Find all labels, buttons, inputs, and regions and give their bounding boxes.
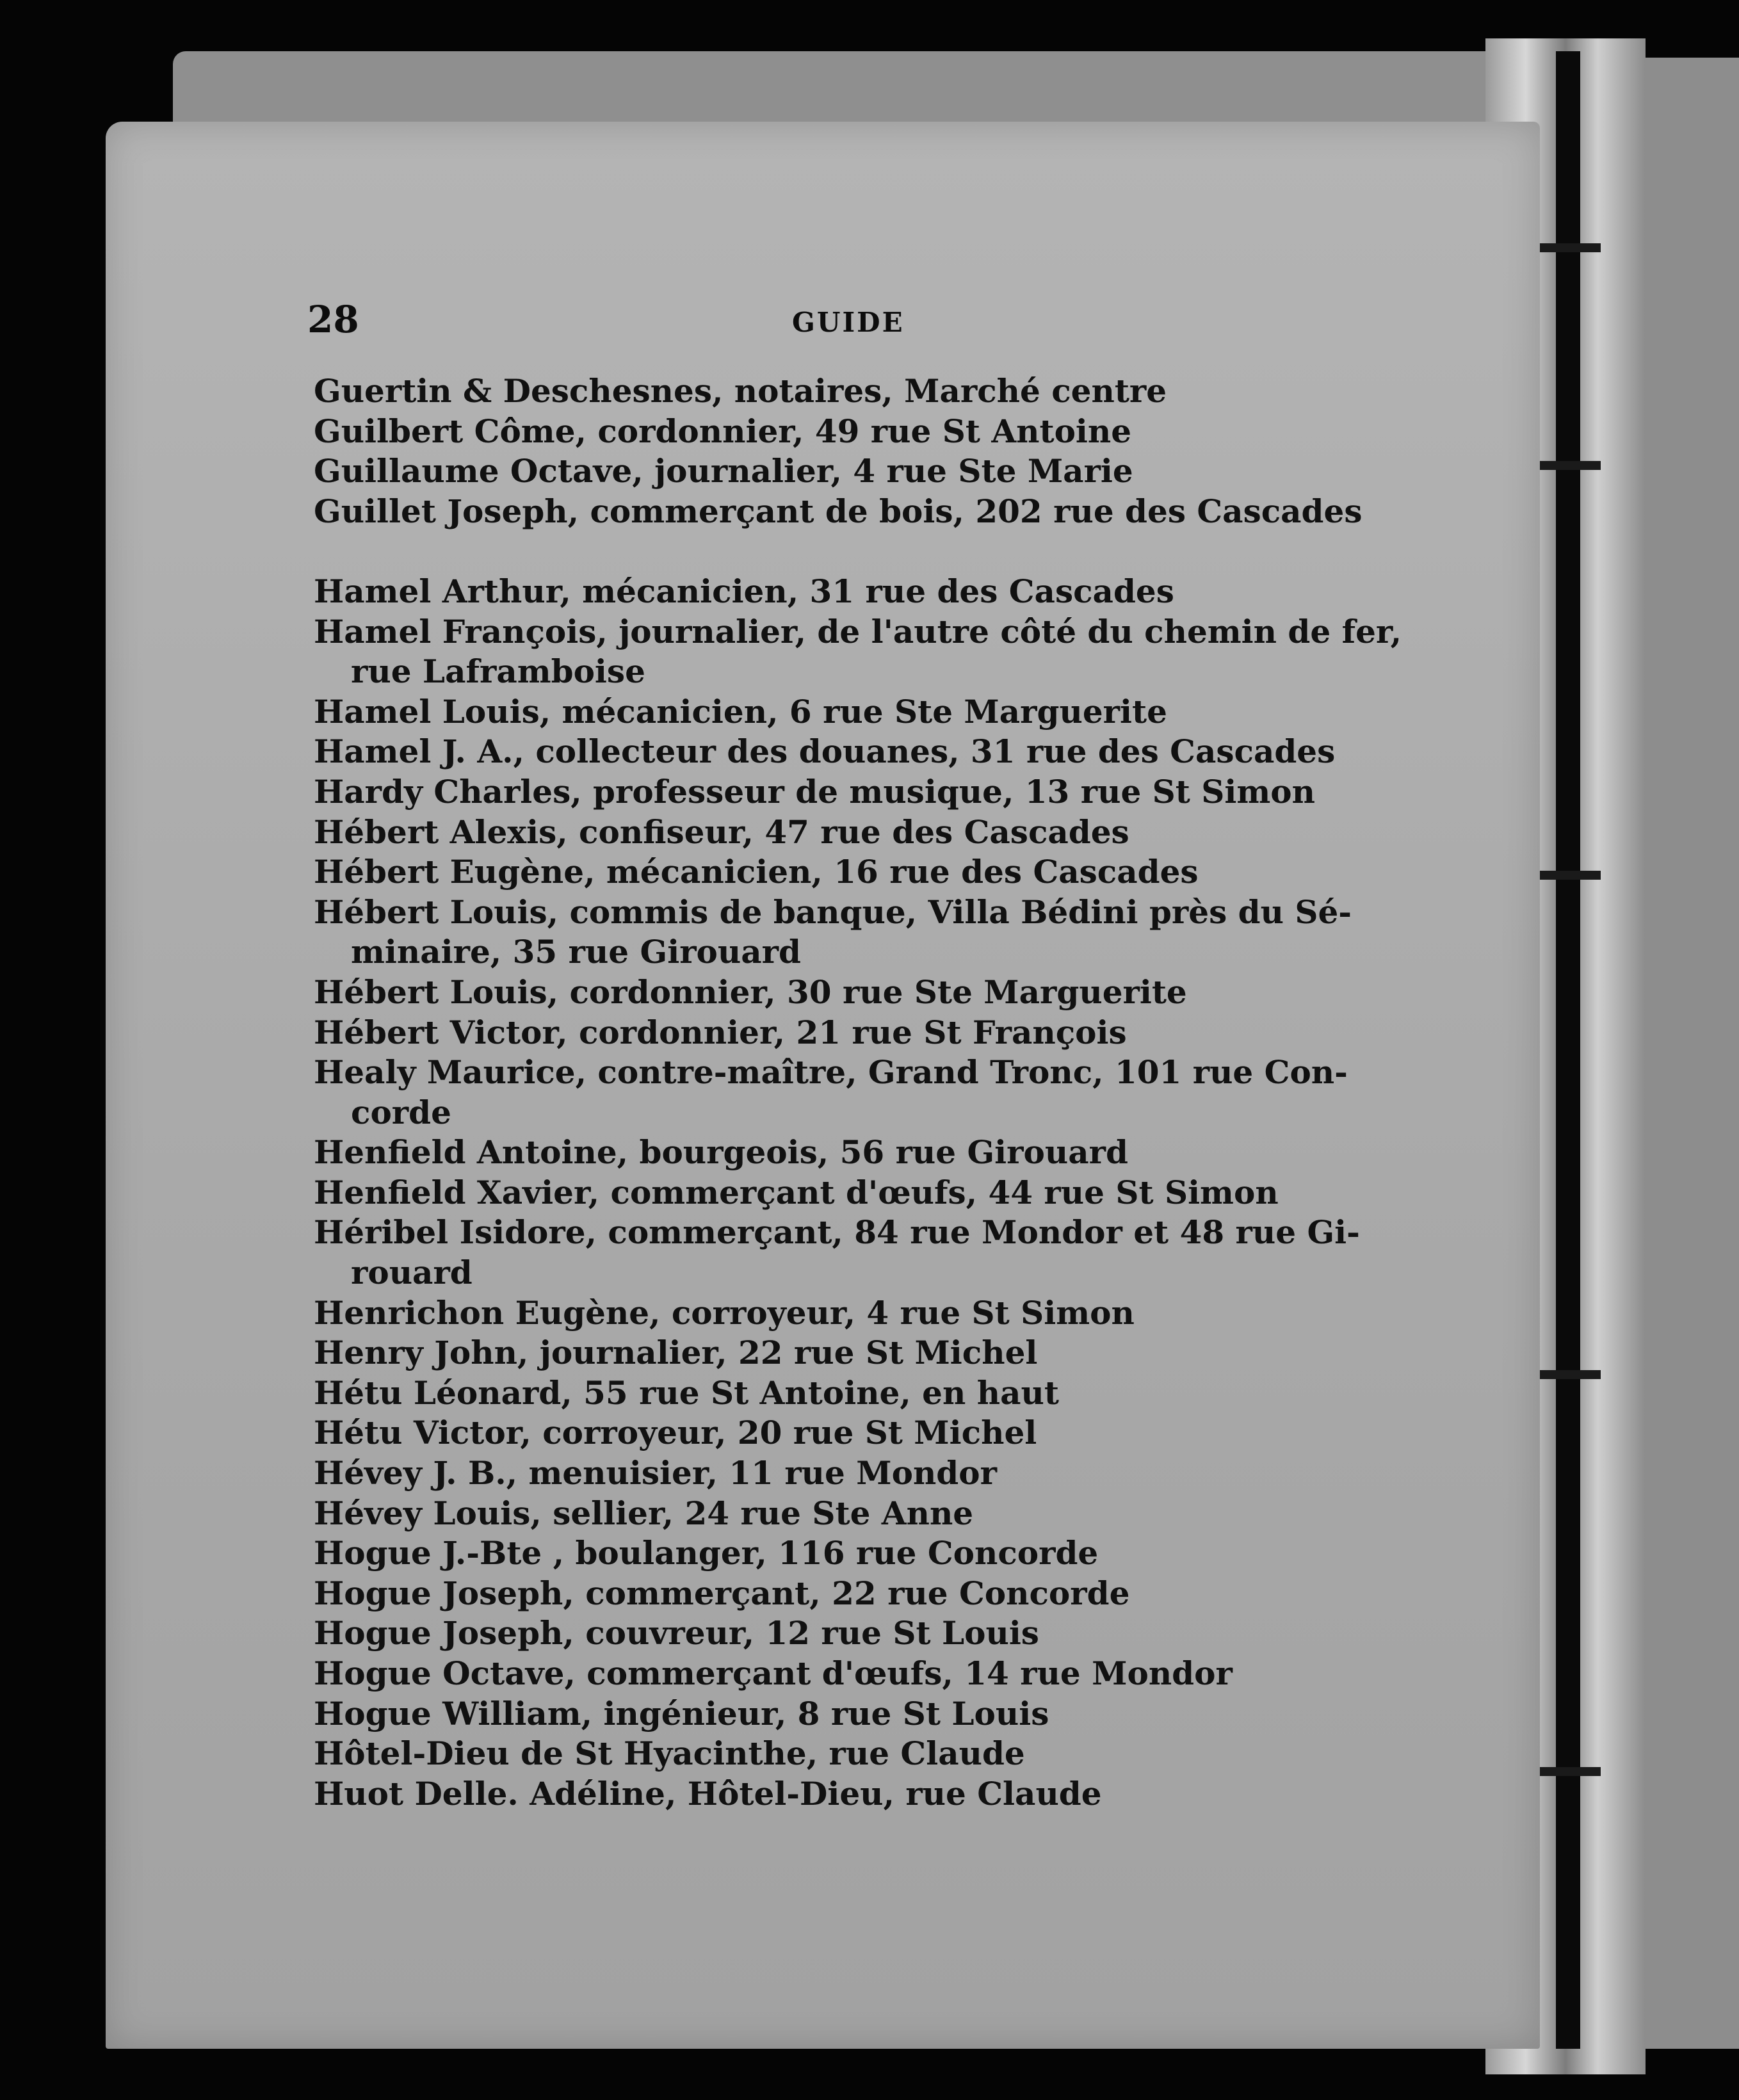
binding-stitch: [1537, 871, 1601, 880]
section-gap: [314, 531, 1415, 572]
directory-entry: Hébert Alexis, confiseur, 47 rue des Cascades: [314, 812, 1129, 851]
directory-entry-continuation: minaire, 35 rue Girouard: [351, 933, 801, 971]
directory-entry: Hévey Louis, sellier, 24 rue Ste Anne: [314, 1494, 974, 1532]
directory-entry: Henrichon Eugène, corroyeur, 4 rue St Simon: [314, 1293, 1135, 1332]
directory-entry: Hamel François, journalier, de l'autre côté du chemin de fer,: [314, 612, 1402, 650]
directory-entry: Hôtel-Dieu de St Hyacinthe, rue Claude: [314, 1734, 1025, 1773]
directory-entry: Hogue Octave, commerçant d'œufs, 14 rue Mondor: [314, 1654, 1233, 1692]
page-header: [307, 298, 1396, 349]
directory-entry-continuation: corde: [351, 1093, 451, 1131]
directory-entry: Guillaume Octave, journalier, 4 rue Ste Marie: [314, 452, 1133, 490]
directory-entry: Guertin & Deschesnes, notaires, Marché centre: [314, 372, 1167, 410]
directory-entry: Guilbert Côme, cordonnier, 49 rue St Antoine: [314, 412, 1132, 450]
directory-entry: Hébert Eugène, mécanicien, 16 rue des Cascades: [314, 853, 1199, 891]
directory-entry: Hévey J. B., menuisier, 11 rue Mondor: [314, 1454, 997, 1492]
directory-entry: Hébert Louis, commis de banque, Villa Bédini près du Sé-: [314, 892, 1352, 931]
directory-entry: Hamel J. A., collecteur des douanes, 31 rue des Cascades: [314, 732, 1336, 771]
directory-entry: Hétu Léonard, 55 rue St Antoine, en haut: [314, 1373, 1059, 1412]
binding-stitch: [1537, 243, 1601, 252]
running-head: GUIDE: [792, 307, 905, 338]
directory-entry: Healy Maurice, contre-maître, Grand Tronc, 101 rue Con-: [314, 1053, 1348, 1092]
binding-stitch: [1537, 461, 1601, 470]
directory-entry: Hétu Victor, corroyeur, 20 rue St Michel: [314, 1414, 1037, 1452]
binding-stitch: [1537, 1767, 1601, 1776]
directory-entry: Hébert Louis, cordonnier, 30 rue Ste Marguerite: [314, 973, 1187, 1011]
directory-entry: Henfield Antoine, bourgeois, 56 rue Girouard: [314, 1133, 1128, 1172]
directory-entry: Hogue J.-Bte , boulanger, 116 rue Concorde: [314, 1534, 1099, 1572]
directory-entry: Huot Delle. Adéline, Hôtel-Dieu, rue Claude: [314, 1774, 1102, 1813]
directory-entry-continuation: rue Laframboise: [351, 652, 645, 691]
directory-entry: Henfield Xavier, commerçant d'œufs, 44 rue St Simon: [314, 1173, 1279, 1211]
directory-entry: Hébert Victor, cordonnier, 21 rue St François: [314, 1013, 1127, 1051]
directory-entry: Hogue Joseph, couvreur, 12 rue St Louis: [314, 1614, 1039, 1652]
directory-entry: Hamel Louis, mécanicien, 6 rue Ste Marguerite: [314, 692, 1167, 731]
directory-entry: Hamel Arthur, mécanicien, 31 rue des Cascades: [314, 572, 1174, 610]
binding-thread: [1556, 51, 1580, 2049]
directory-entry: Hogue William, ingénieur, 8 rue St Louis: [314, 1694, 1049, 1732]
directory-entries: [314, 371, 1415, 1814]
directory-entry-continuation: rouard: [351, 1254, 473, 1292]
page-number: 28: [307, 298, 359, 341]
directory-entry: Héribel Isidore, commerçant, 84 rue Mondor et 48 rue Gi-: [314, 1213, 1360, 1252]
binding-stitch: [1537, 1370, 1601, 1379]
directory-entry: Hogue Joseph, commerçant, 22 rue Concorde: [314, 1574, 1130, 1612]
facing-page-edge: [1639, 58, 1739, 2049]
directory-entry: Hardy Charles, professeur de musique, 13 rue St Simon: [314, 772, 1315, 811]
directory-entry: Guillet Joseph, commerçant de bois, 202 rue des Cascades: [314, 492, 1363, 530]
directory-entry: Henry John, journalier, 22 rue St Michel: [314, 1334, 1038, 1372]
